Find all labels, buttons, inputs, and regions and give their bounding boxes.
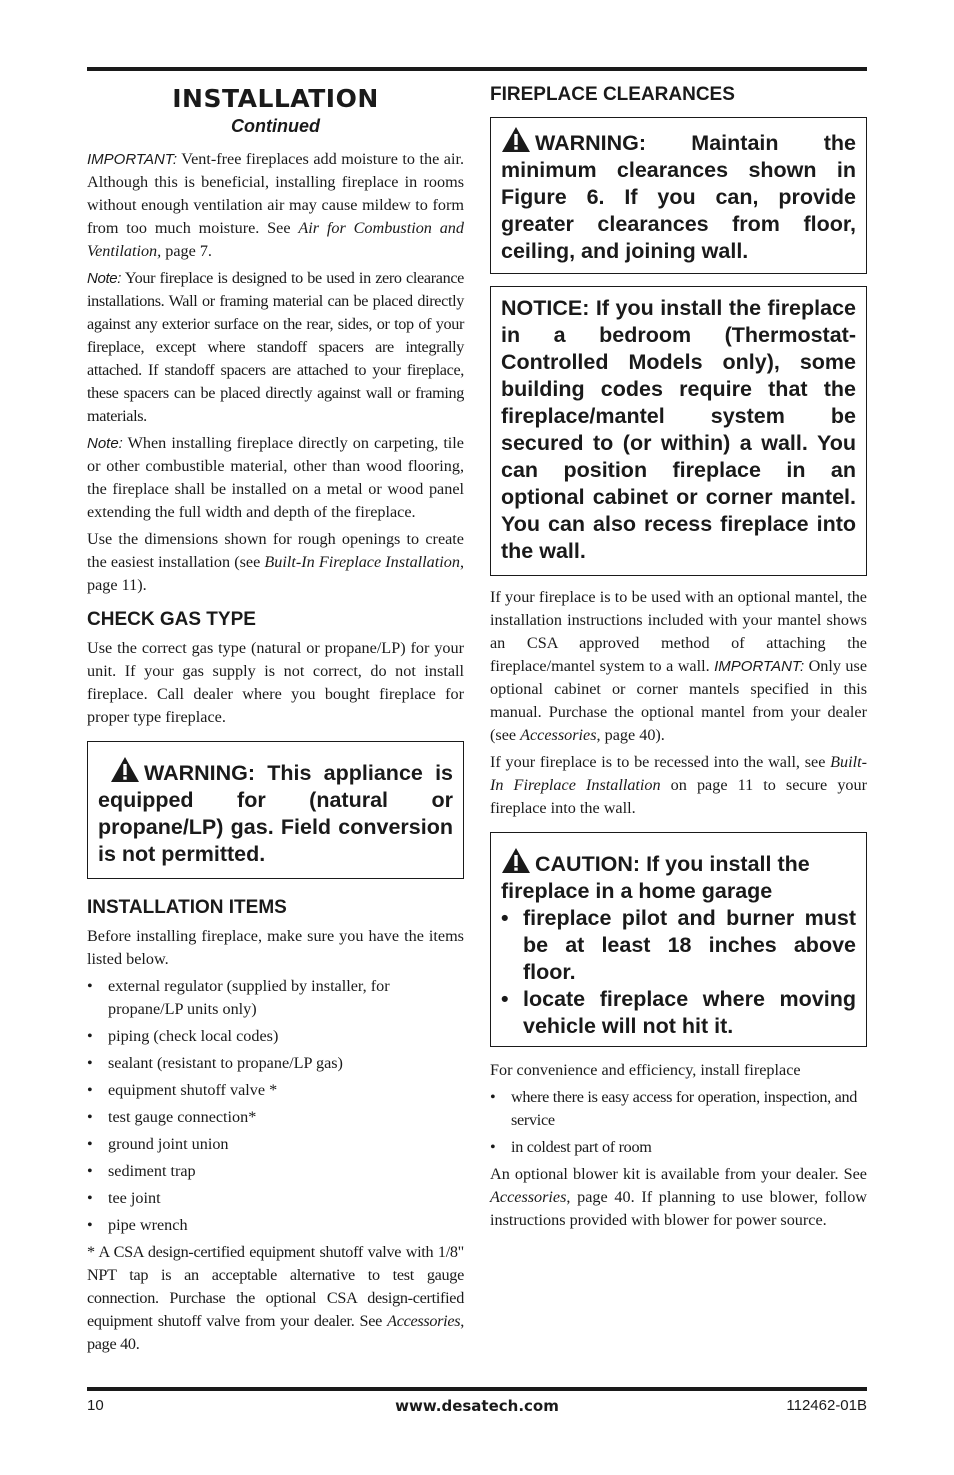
clearance-warning-box: WARNING: Maintain the minimum clearances shown in Figure 6. If you can, provide greater clearances from floor, ceiling, and joining wall.	[490, 117, 867, 274]
top-rule	[87, 67, 867, 71]
warning-triangle-icon	[501, 126, 531, 153]
convenience-item: • where there is easy access for operation, inspection, and service	[490, 1088, 858, 1129]
installation-item: • sediment trap	[87, 1160, 464, 1183]
shutoff-footnote: * A CSA design-certified equipment shutoff valve with 1/8" NPT tap is an acceptable alternative to test gauge connection. Purchase the optional CSA design-certified equipment shutoff valve from your dealer. See Accessories, page 40.	[87, 1243, 464, 1353]
installation-item: • piping (check local codes)	[87, 1025, 464, 1048]
caution-title: CAUTION: If you install the fireplace in a home garage	[501, 847, 856, 905]
installation-item: • ground joint union	[87, 1133, 464, 1156]
bullet-icon: •	[490, 1088, 496, 1106]
caution-list	[501, 905, 856, 1040]
installation-item: • external regulator (supplied by installer, for propane/LP units only)	[87, 977, 390, 1018]
continued-label: Continued	[231, 116, 320, 136]
page-number: 10	[87, 1397, 104, 1414]
blower-paragraph: An optional blower kit is available from your dealer. See Accessories, page 40. If planning to use blower, follow instructions provided with blower for power source.	[490, 1165, 867, 1229]
installation-items-heading: INSTALLATION ITEMS	[87, 897, 287, 918]
important-paragraph: IMPORTANT: Vent-free fireplaces add moisture to the air. Although this is beneficial, installing fireplace in rooms without enough ventilation air may cause mildew to form from too much moisture. See Air for Combustion and Ventilation, page 7.	[87, 150, 464, 260]
installation-item: • tee joint	[87, 1187, 464, 1210]
caution-item: • fireplace pilot and burner must be at least 18 inches above floor.	[501, 906, 856, 984]
warning-triangle-icon	[501, 847, 531, 874]
gas-warning-box: WARNING: This appliance is equipped for (natural or propane/LP) gas. Field conversion is not permitted.	[87, 741, 464, 879]
bullet-icon: •	[87, 1081, 93, 1099]
garage-caution-box	[490, 832, 867, 1047]
mantel-paragraph: If your fireplace is to be used with an optional mantel, the installation instructions included with your mantel shows an CSA approved method of attaching the fireplace/mantel system to a wall. IMPORTANT: Only use optional cabinet or corner mantels specified in this manual. Purchase the optional mantel from your dealer (see Accessories, page 40).	[490, 588, 868, 744]
fireplace-clearances-heading: FIREPLACE CLEARANCES	[490, 84, 735, 105]
caution-item: • locate fireplace where moving vehicle will not hit it.	[501, 987, 856, 1038]
convenience-paragraph: For convenience and efficiency, install fireplace	[490, 1061, 801, 1079]
recess-paragraph: If your fireplace is to be recessed into the wall, see Built-In Fireplace Installation on page 11 to secure your fireplace into the wall.	[490, 753, 867, 817]
convenience-list	[490, 1086, 867, 1159]
bullet-icon: •	[87, 1216, 93, 1234]
bullet-icon: •	[87, 1108, 93, 1126]
bullet-icon: •	[87, 1054, 93, 1072]
document-number: 112462-01B	[786, 1397, 867, 1414]
right-column	[490, 84, 867, 1236]
dimensions-paragraph: Use the dimensions shown for rough openings to create the easiest installation (see Built-In Fireplace Installation, page 11).	[87, 530, 464, 594]
warning-triangle-icon	[110, 756, 140, 783]
website: www.desatech.com	[395, 1397, 559, 1415]
check-gas-type-heading: CHECK GAS TYPE	[87, 609, 256, 630]
installation-item: • pipe wrench	[87, 1214, 464, 1237]
convenience-item: • in coldest part of room	[490, 1136, 867, 1159]
section-title: INSTALLATION	[172, 84, 379, 113]
note-combustible-floor: Note: When installing fireplace directly on carpeting, tile or other combustible material, other than wood flooring, the fireplace shall be installed on a metal or wood panel extending the full width and depth of the fireplace.	[87, 434, 464, 521]
gas-type-paragraph: Use the correct gas type (natural or propane/LP) for your unit. If your gas supply is not correct, do not install fireplace. Call dealer where you bought fireplace for proper type fireplace.	[87, 639, 464, 726]
installation-items-list	[87, 975, 464, 1237]
bullet-icon: •	[87, 1162, 93, 1180]
left-column	[87, 84, 464, 1360]
bullet-icon: •	[87, 1027, 93, 1045]
bullet-icon: •	[501, 987, 509, 1011]
bottom-rule	[87, 1387, 867, 1391]
installation-item: • equipment shutoff valve *	[87, 1079, 464, 1102]
installation-item: • sealant (resistant to propane/LP gas)	[87, 1052, 464, 1075]
bullet-icon: •	[87, 1135, 93, 1153]
bullet-icon: •	[87, 977, 93, 995]
installation-item: • test gauge connection*	[87, 1106, 464, 1129]
bullet-icon: •	[87, 1189, 93, 1207]
items-intro: Before installing fireplace, make sure you have the items listed below.	[87, 927, 464, 968]
bullet-icon: •	[501, 906, 509, 930]
bullet-icon: •	[490, 1138, 496, 1156]
bedroom-notice-box: NOTICE: If you install the fireplace in a bedroom (Thermostat-Controlled Models only), some building codes require that the fireplace/mantel system be secured to (or within) a wall. You can position fireplace in an optional cabinet or corner mantel. You can also recess fireplace into the wall.	[490, 286, 867, 576]
note-zero-clearance: Note: Your fireplace is designed to be used in zero clearance installations. Wall or framing material can be placed directly against any exterior surface on the rear, sides, or top of your fireplace, except where standoff spacers are integrally attached. If standoff spacers are attached to your fireplace, these spacers can be placed directly against wall or framing materials.	[87, 269, 464, 425]
